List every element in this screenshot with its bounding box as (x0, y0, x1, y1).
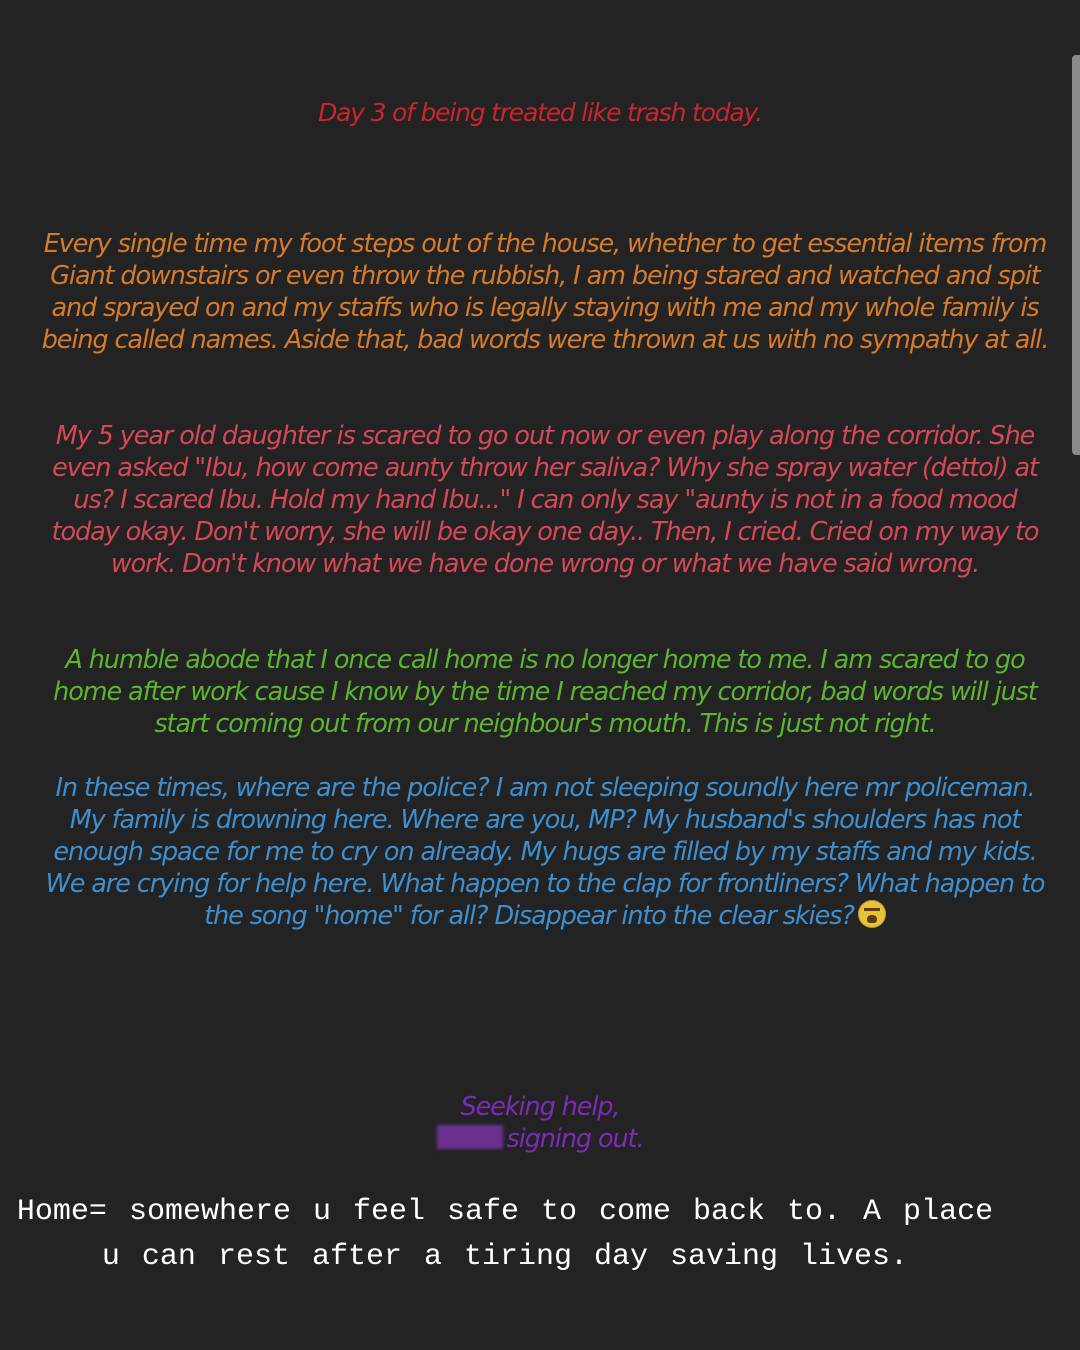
paragraph-2: My 5 year old daughter is scared to go out now or even play along the corridor. She even asked "Ibu, how come aunty throw her saliva? Why she spray water (dettol) at us? I scared Ibu. Hold my hand Ibu..." I can only say "aunty is not in a food mood today okay. Don't worry, she will be okay one day.. Then, I cried. Cried on my way to work. Don't know what we have done wrong or what we have said wrong. (51, 421, 1039, 579)
story-caption: Home= somewhere u feel safe to come back to. A place u can rest after a tiring day saving lives. (16, 1195, 994, 1274)
signoff-line-1: Seeking help, (460, 1092, 620, 1122)
post-title: Day 3 of being treated like trash today. (318, 98, 762, 127)
paragraph-4-text: In these times, where are the police? I am not sleeping soundly here mr policeman. My family is drowning here. Where are you, MP? My husband's shoulders has not enough space for me to cry on already. My hugs are filled by my staffs and my kids. We are crying for help here. What happen to the clap for frontliners? What happen to the song "home" for all? Disappear into the clear skies? (45, 773, 1045, 931)
paragraph-3: A humble abode that I once call home is no longer home to me. I am scared to go home after work cause I know by the time I reached my corridor, bad words will just start coming out from our neighbour's mouth. This is just not right. (53, 645, 1037, 739)
signoff-line-2-text: signing out. (506, 1124, 644, 1154)
paragraph-1: Every single time my foot steps out of the house, whether to get essential items from Giant downstairs or even throw the rubbish, I am being stared and watched and spit and sprayed on and my staffs who is legally staying with me and my whole family is being called names. Aside that, bad words were thrown at us with no sympathy at all. (41, 229, 1049, 355)
signoff-line-2 (0, 1124, 1080, 1154)
paragraph-4 (40, 772, 1050, 932)
crying-face-emoji-icon (858, 900, 886, 928)
redacted-name (437, 1125, 503, 1149)
